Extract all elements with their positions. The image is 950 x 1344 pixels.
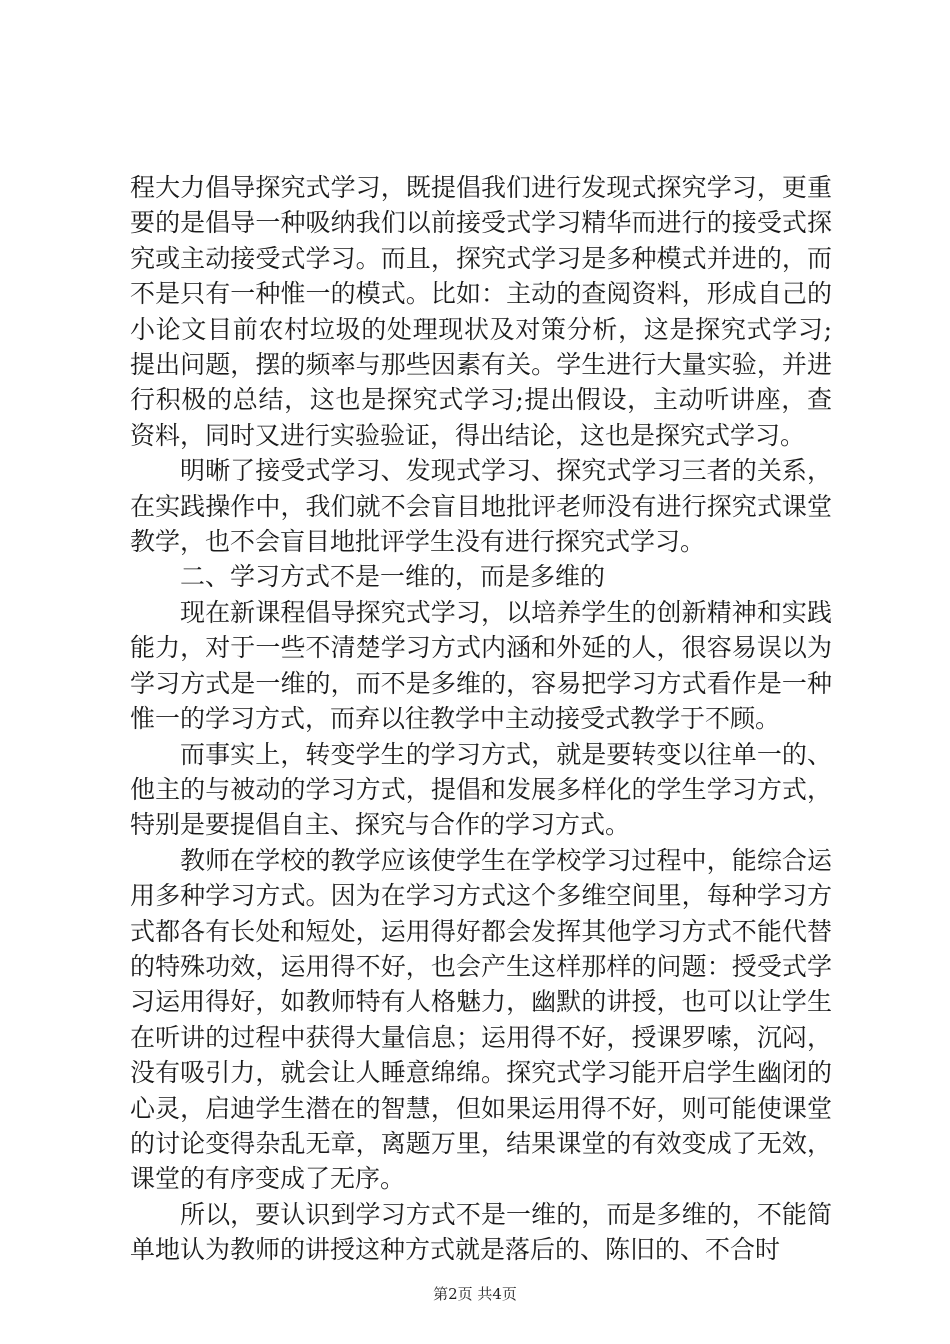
page-number-footer: 第2页 共4页 [433, 1285, 517, 1303]
paragraph: 现在新课程倡导探究式学习，以培养学生的创新精神和实践能力，对于一些不清楚学习方式内涵和外延的人，很容易误以为学习方式是一维的，而不是多维的，容易把学习方式看作是一种惟一的学习方式，而弃以往教学中主动接受式教学于不顾。 [130, 597, 832, 734]
paragraph: 所以，要认识到学习方式不是一维的，而是多维的，不能简单地认为教师的讲授这种方式就是落后的、陈旧的、不合时 [130, 1199, 832, 1265]
paragraph: 明晰了接受式学习、发现式学习、探究式学习三者的关系，在实践操作中，我们就不会盲目地批评老师没有进行探究式课堂教学，也不会盲目地批评学生没有进行探究式学习。 [130, 456, 832, 557]
paragraph: 而事实上，转变学生的学习方式，就是要转变以往单一的、他主的与被动的学习方式，提倡和发展多样化的学生学习方式，特别是要提倡自主、探究与合作的学习方式。 [130, 739, 832, 840]
section-heading: 二、学习方式不是一维的，而是多维的 [180, 562, 606, 592]
document-body [130, 170, 832, 1268]
paragraph: 教师在学校的教学应该使学生在学校学习过程中，能综合运用多种学习方式。因为在学习方式这个多维空间里，每种学习方式都各有长处和短处，运用得好都会发挥其他学习方式不能代替的特殊功效，运用得不好，也会产生这样那样的问题：授受式学习运用得好，如教师特有人格魅力，幽默的讲授，也可以让学生在听讲的过程中获得大量信息；运用得不好，授课罗嗦，沉闷，没有吸引力，就会让人睡意绵绵。探究式学习能开启学生幽闭的心灵，启迪学生潜在的智慧，但如果运用得不好，则可能使课堂的讨论变得杂乱无章，离题万里，结果课堂的有效变成了无效，课堂的有序变成了无序。 [130, 845, 832, 1194]
paragraph-continuation: 程大力倡导探究式学习，既提倡我们进行发现式探究学习，更重要的是倡导一种吸纳我们以前接受式学习精华而进行的接受式探究或主动接受式学习。而且，探究式学习是多种模式并进的，而不是只有一种惟一的模式。比如：主动的查阅资料，形成自己的小论文目前农村垃圾的处理现状及对策分析，这是探究式学习;提出问题，摆的频率与那些因素有关。学生进行大量实验，并进行积极的总结，这也是探究式学习;提出假设，主动听讲座，查资料，同时又进行实验验证，得出结论，这也是探究式学习。 [130, 173, 832, 450]
